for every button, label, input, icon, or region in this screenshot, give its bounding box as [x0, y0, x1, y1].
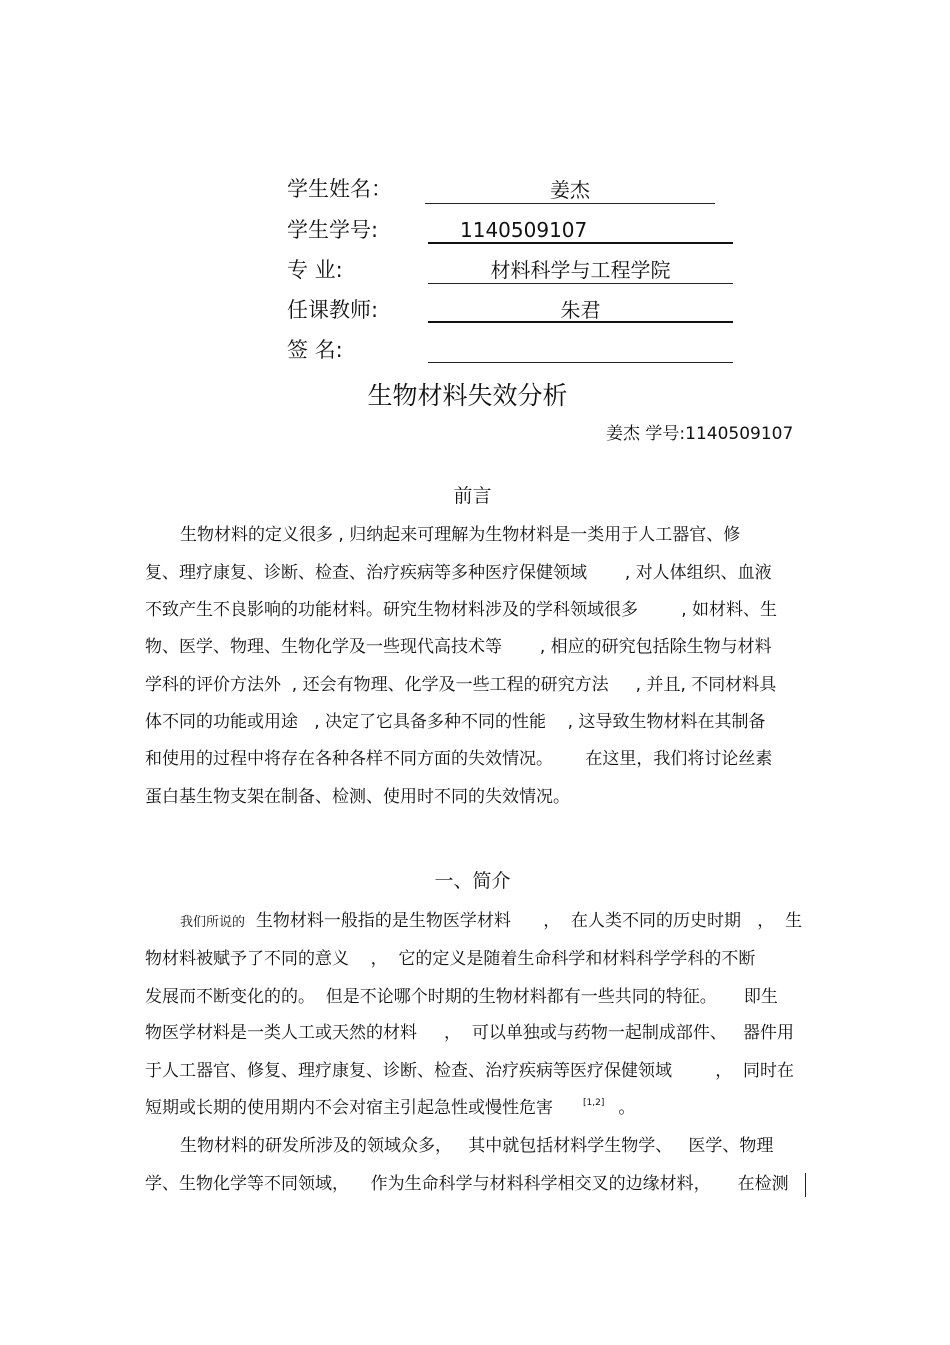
preface-line: 蛋白基生物支架在制备、检测、使用时不同的失效情况。 [145, 787, 570, 807]
intro-line: 物医学材料是一类人工或天然的材料 ， 可以单独或与药物一起制成部件、 器件用 [145, 1023, 795, 1043]
major-label: 专 业: [287, 258, 343, 282]
signature-underline [428, 362, 733, 363]
preface-line: 和使用的过程中将存在各种各样不同方面的失效情况。 在这里，我们将讨论丝素 [145, 749, 773, 769]
author-line: 姜杰 学号:1140509107 [606, 424, 794, 444]
major-underline [428, 283, 733, 284]
student-id-underline [428, 242, 733, 244]
intro-p2-line: 学、生物化学等不同领域， 作为生命科学与材料科学相交叉的边缘材料， 在检测 [145, 1174, 789, 1194]
teacher-value: 朱君 [560, 298, 601, 322]
student-name-value: 姜杰 [550, 178, 590, 202]
document-title: 生物材料失效分析 [367, 381, 568, 410]
major-value: 材料科学与工程学院 [490, 258, 671, 282]
intro-p2-line: 生物材料的研发所涉及的领域众多， 其中就包括材料学生物学、 医学、物理 [180, 1136, 774, 1156]
intro-line [145, 1097, 805, 1122]
signature-label: 签 名: [287, 338, 343, 362]
preface-line: 生物材料的定义很多 , 归纳起来可理解为生物材料是一类用于人工器官、修 [180, 525, 741, 545]
intro-lead: 我们所说的 [180, 915, 246, 930]
intro-last-text: 短期或长期的使用期内不会对宿主引起急性或慢性危害 [145, 1098, 553, 1118]
preface-heading: 前言 [453, 485, 492, 507]
preface-line: 体不同的功能或用途 , 决定了它具备多种不同的性能 , 这导致生物材料在其制备 [145, 712, 766, 732]
intro-last-tail: 。 [618, 1098, 636, 1118]
intro-heading: 一、简介 [434, 870, 511, 892]
student-id-value: 1140509107 [460, 218, 588, 242]
intro-line-rest: 生物材料一般指的是生物医学材料 ， 在人类不同的历史时期 ， 生 [245, 911, 803, 931]
intro-line [180, 910, 805, 934]
intro-line: 于人工器官、修复、理疗康复、诊断、检查、治疗疾病等医疗保健领域 ， 同时在 [145, 1061, 795, 1081]
student-name-label: 学生姓名： [287, 177, 392, 201]
teacher-underline [428, 321, 733, 323]
student-name-underline [425, 203, 715, 204]
intro-line: 物材料被赋予了不同的意义 ， 它的定义是随着生命科学和材料科学学科的不断 [145, 949, 756, 969]
preface-line: 学科的评价方法外 , 还会有物理、化学及一些工程的研究方法 , 并且, 不同材料具 [145, 675, 777, 695]
preface-line: 不致产生不良影响的功能材料。研究生物材料涉及的学科领域很多 , 如材料、生 [145, 600, 778, 620]
teacher-label: 任课教师: [287, 298, 379, 322]
preface-line: 物、医学、物理、生物化学及一些现代高技术等 , 相应的研究包括除生物与材料 [145, 637, 772, 657]
text-cursor-bar [805, 1173, 806, 1197]
citation: [1,2] [583, 1098, 605, 1108]
student-id-label: 学生学号: [287, 218, 379, 242]
intro-line: 发展而不断变化的的。 但是不论哪个时期的生物材料都有一些共同的特征。 即生 [145, 987, 778, 1007]
preface-line: 复、理疗康复、诊断、检查、治疗疾病等多种医疗保健领域 , 对人体组织、血液 [145, 563, 772, 583]
